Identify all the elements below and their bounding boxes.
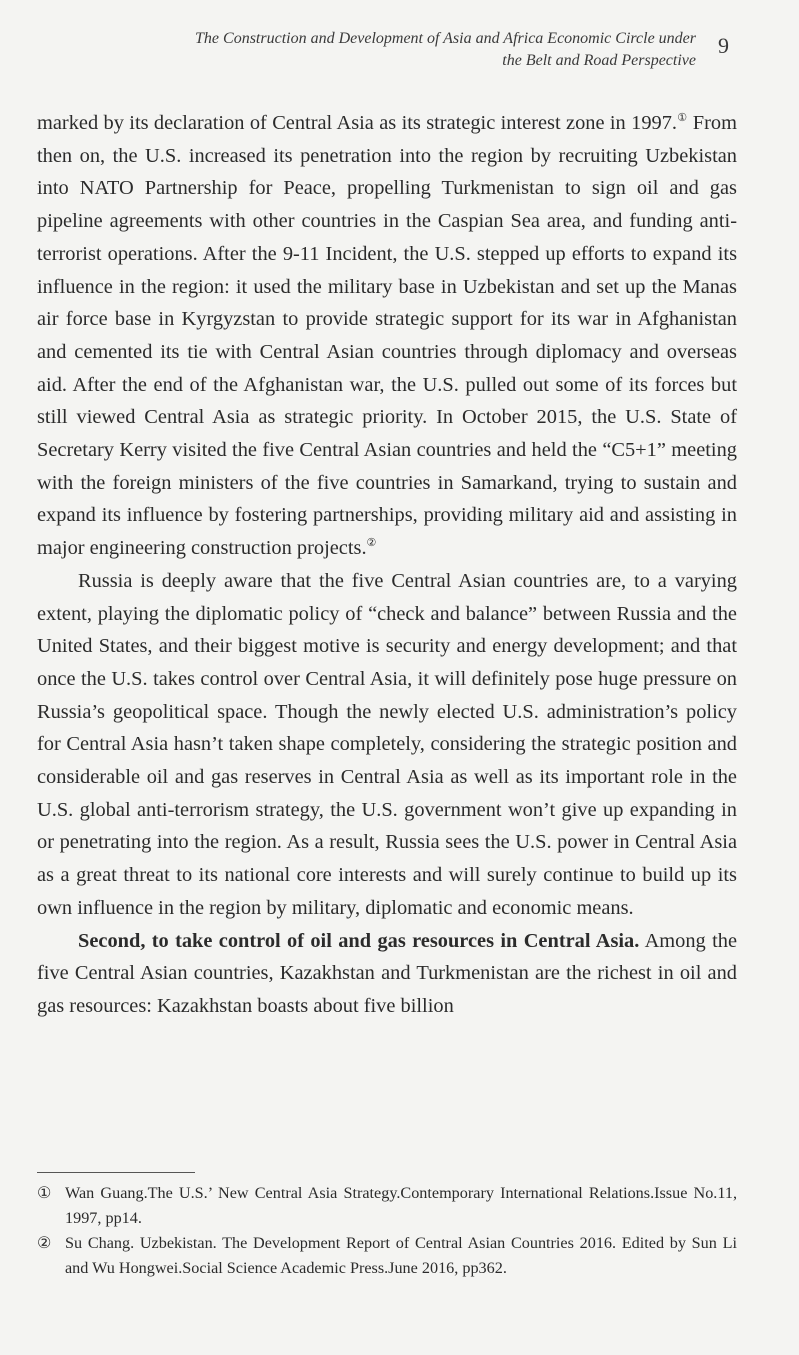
paragraph-3-text: Among the five Central Asian countries, Kazakhstan and Turkmenistan are the richest in oil and gas resources: Kazakhstan boasts about five billion [37,929,737,1017]
page-number: 9 [718,33,729,58]
paragraph-3 [37,925,737,1023]
footnote-ref-2: ② [366,537,377,550]
paragraph-1 [37,107,737,565]
section-heading: Second, to take control of oil and gas resources in Central Asia. [78,929,640,952]
paragraph-1-text-a: marked by its declaration of Central Asia as its strategic interest zone in 1997. [37,112,678,134]
footnote-1 [37,1181,737,1231]
footnote-divider [37,1172,195,1173]
footnote-2 [37,1231,737,1281]
footnote-ref-1: ① [677,112,688,124]
paragraph-1-text-b: From then on, the U.S. increased its penetration into the region by recruiting Uzbekistan into NATO Partnership for Peace, propelling Turkmenistan to sign oil and gas pipeline agreements with other countries in the Caspian Sea area, and funding anti-terrorist operations. After the 9-11 Incident, the U.S. stepped up efforts to expand its influence in the region: it used the military base in Uzbekistan and set up the Manas air force base in Kyrgyzstan to provide strategic support for its war in Afghanistan and cemented its tie with Central Asian countries through diplomacy and overseas aid. After the end of the Afghanistan war, the U.S. pulled out some of its forces but still viewed Central Asia as strategic priority. In October 2015, the U.S. State of Secretary Kerry visited the five Central Asian countries and held the “C5+1” meeting with the foreign ministers of the five countries in Samarkand, trying to sustain and expand its influence by fostering partnerships, providing military aid and assisting in major engineering construction projects. [37,112,737,560]
footnote-2-text: Su Chang. Uzbekistan. The Development Report of Central Asian Countries 2016. Edited by Sun Li and Wu Hongwei.Social Science Academic Press.June 2016, pp362. [65,1234,737,1277]
header-title-line1: The Construction and Development of Asia and Africa Economic Circle under [195,30,696,47]
running-header [100,28,696,72]
paragraph-2: Russia is deeply aware that the five Central Asian countries are, to a varying extent, playing the diplomatic policy of “check and balance” between Russia and the United States, and their biggest motive is security and energy development; and that once the U.S. takes control over Central Asia, it will definitely pose huge pressure on Russia’s geopolitical space. Though the newly elected U.S. administration’s policy for Central Asia hasn’t taken shape completely, considering the strategic position and considerable oil and gas reserves in Central Asia as well as its important role in the U.S. global anti-terrorism strategy, the U.S. government won’t give up expanding in or penetrating into the region. As a result, Russia sees the U.S. power in Central Asia as a great threat to its national core interests and will surely continue to build up its own influence in the region by military, diplomatic and economic means. [37,569,737,919]
footnote-2-mark: ② [37,1234,52,1252]
footnotes [37,1181,737,1281]
body-text [37,107,737,1023]
header-title-line2: the Belt and Road Perspective [502,52,696,69]
footnote-1-text: Wan Guang.The U.S.’ New Central Asia Strategy.Contemporary International Relations.Issue No.11, 1997, pp14. [65,1184,737,1227]
footnote-1-mark: ① [37,1184,52,1202]
